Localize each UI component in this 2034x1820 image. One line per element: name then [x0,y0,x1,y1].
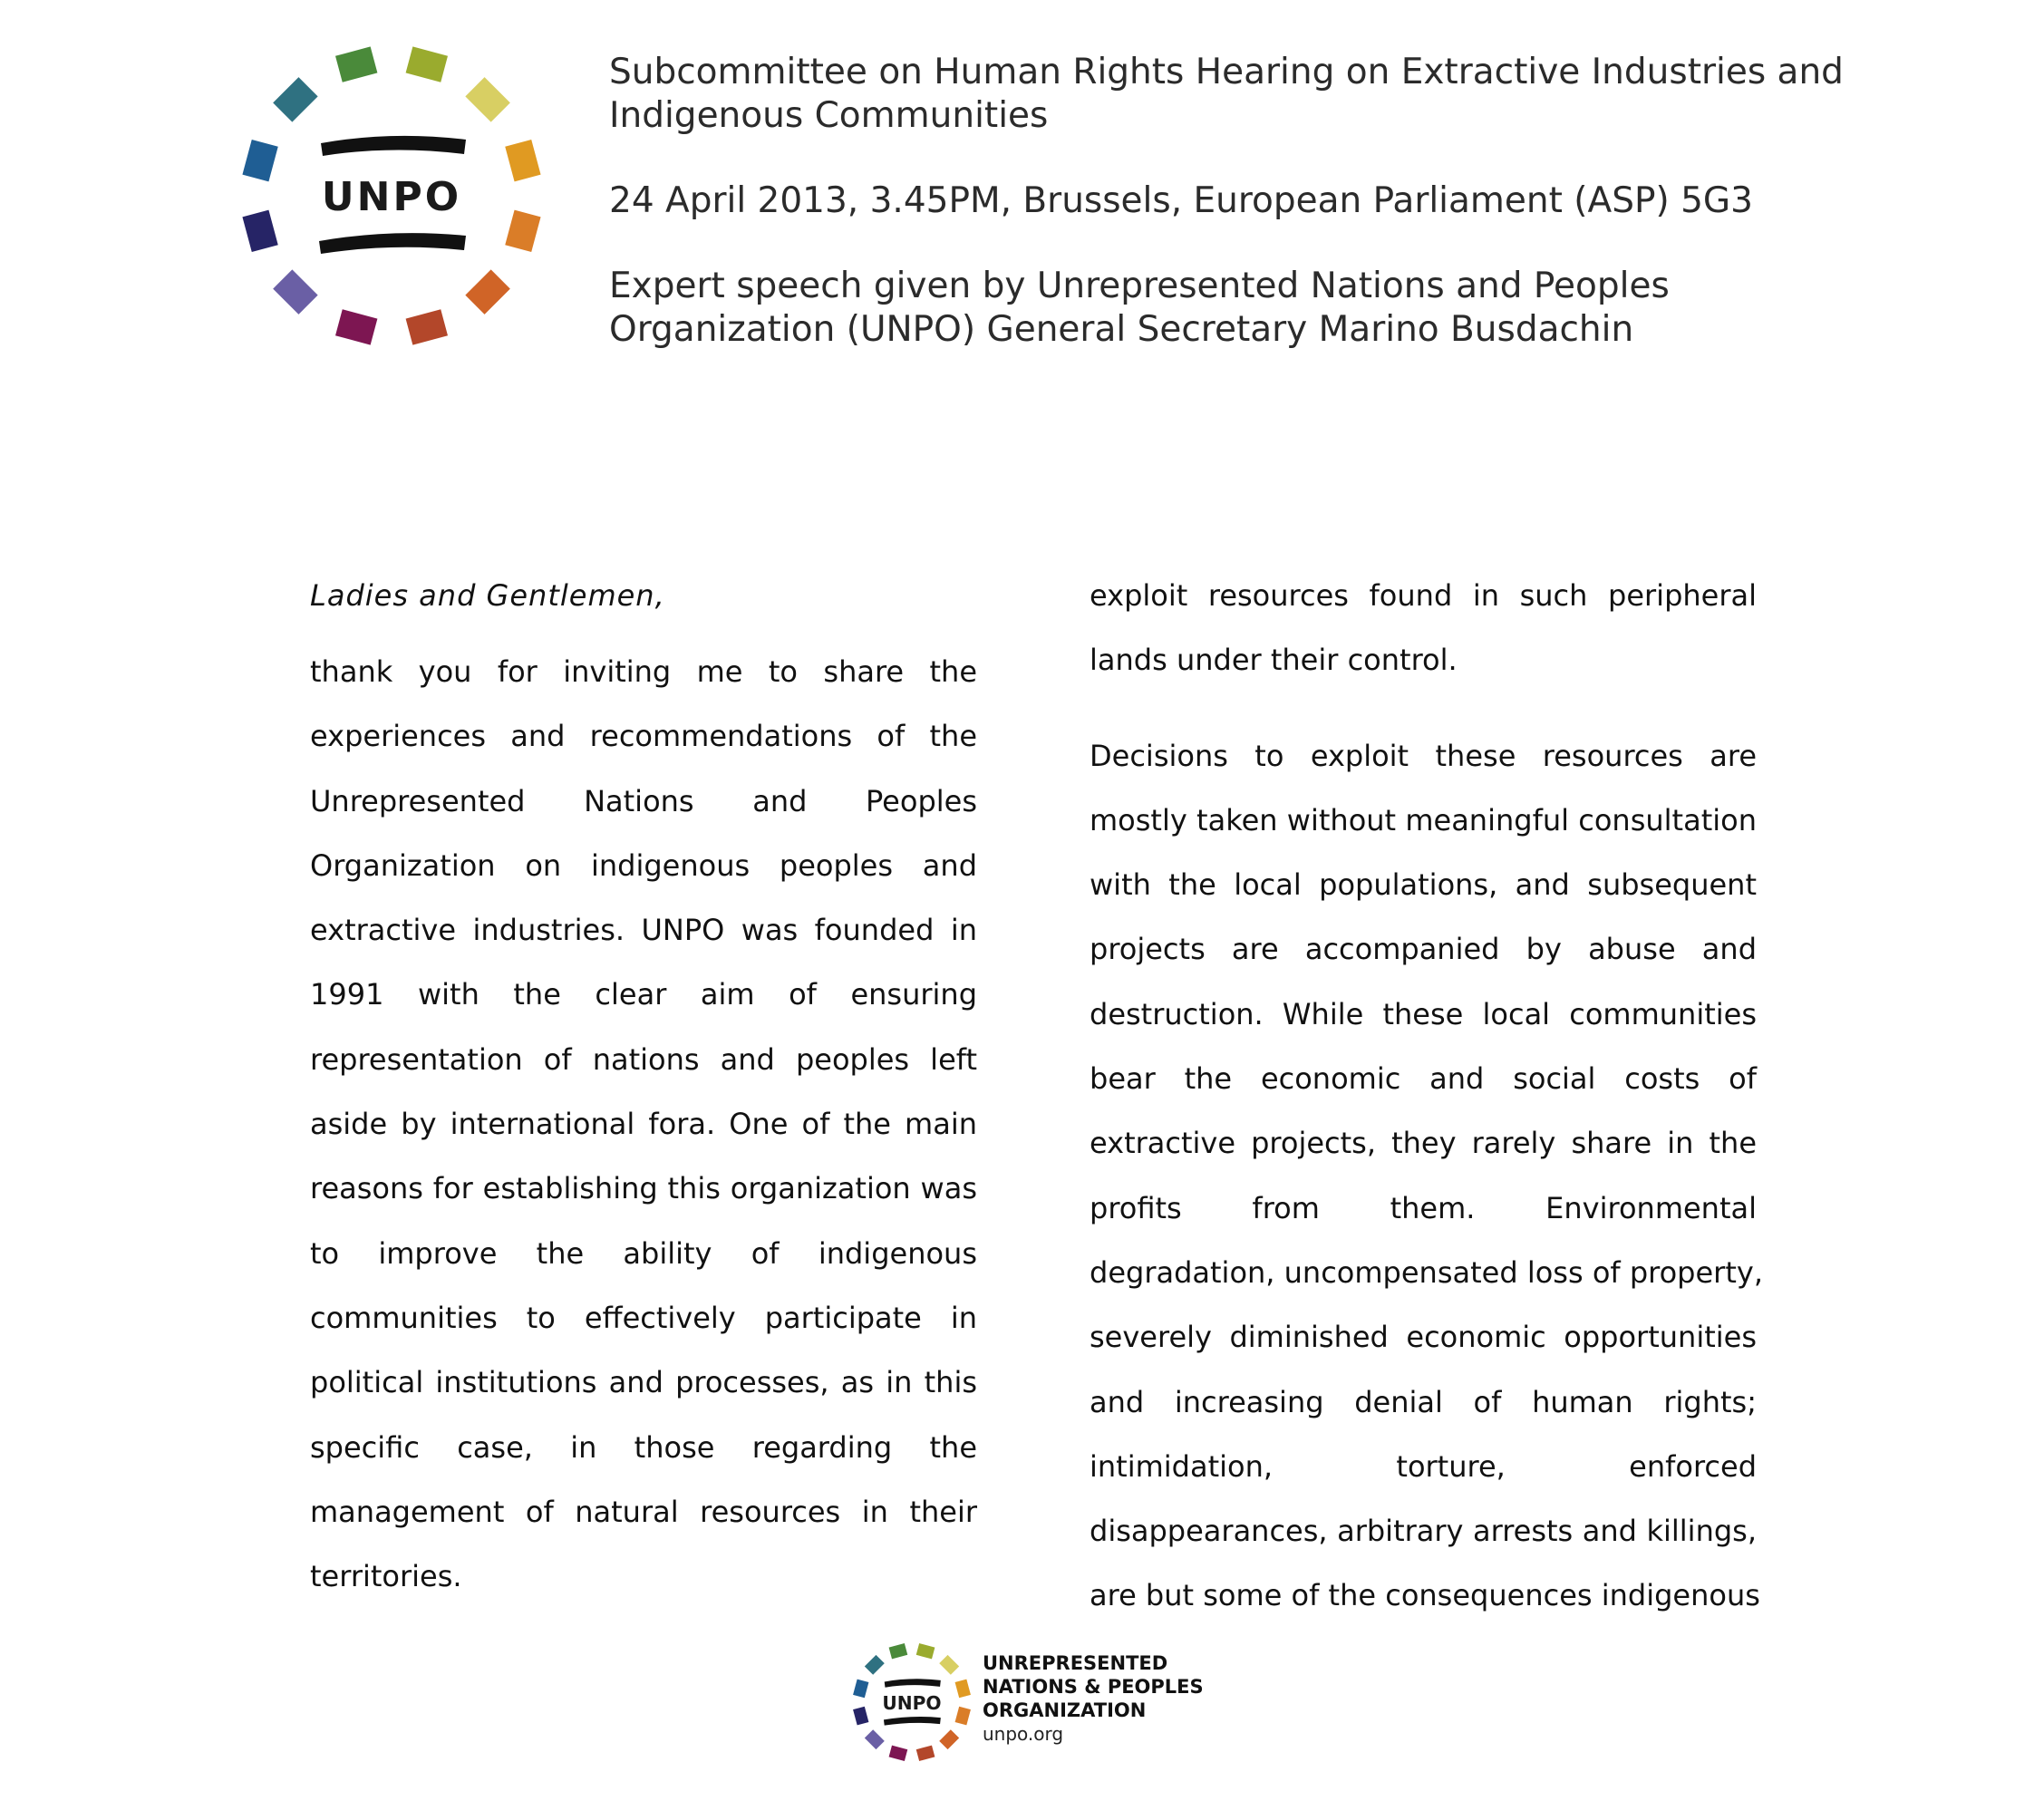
logo-ring-segment [242,210,277,252]
logo-ring-segment [916,1643,935,1659]
logo-ring-segment [889,1746,908,1761]
body-text-line: thank you for inviting me to share the [310,654,977,689]
body-text-line: disappearances, arbitrary arrests and killings, [1090,1514,1757,1549]
body-text-line: are but some of the consequences indigenous [1090,1578,1760,1613]
logo-ring-segment [505,140,540,181]
body-text-line: mostly taken without meaningful consultation [1090,802,1757,837]
body-text-line: Organization on indigenous peoples and [310,847,977,883]
body-text-line: extractive projects, they rarely share in the [1090,1126,1757,1161]
footer-url[interactable]: unpo.org [983,1723,1064,1745]
right-paragraph-1 [1090,566,1757,695]
logo-ring-segment [865,1729,885,1749]
logo-ring-segment [273,269,317,314]
logo-ring-segment [939,1729,959,1749]
logo-ring-segment [955,1680,971,1699]
logo-ring-segment [465,269,509,314]
body-text-line: degradation, uncompensated loss of property, [1090,1254,1763,1290]
logo-ring-segment [939,1655,959,1675]
body-column-right [1090,566,1763,1631]
footer-org-line: UNREPRESENTED [983,1652,1168,1674]
body-text-line: territories. [310,1559,462,1594]
body-text-line: destruction. While these local communities [1090,996,1757,1031]
logo-ring-segment [889,1643,908,1659]
left-paragraph [310,642,977,1611]
body-text-line: specific case, in those regarding the [310,1429,977,1465]
body-text-line: bear the economic and social costs of [1090,1061,1757,1097]
body-text-line: experiences and recommendations of the [310,719,977,754]
body-text-line: representation of nations and peoples left [310,1041,977,1077]
body-text-line: with the local populations, and subsequent [1090,867,1757,903]
footer-logo-top-swoosh [885,1679,941,1687]
logo-ring-segment [865,1655,885,1675]
body-text-line: intimidation, torture, enforced [1090,1448,1757,1484]
body-text-line: projects are accompanied by abuse and [1090,932,1757,967]
hearing-title [609,51,1951,138]
logo-ring-segment [406,46,448,82]
logo-ring-segment [335,46,377,82]
body-text-line: and increasing denial of human rights; [1090,1384,1757,1419]
hearing-title-line: Indigenous Communities [609,95,1049,136]
body-column-left [310,566,977,1611]
footer-unpo-logo [852,1642,972,1762]
body-text-line: Decisions to exploit these resources are [1090,738,1757,773]
logo-ring-segment [335,309,377,344]
speech-subtitle-line: Expert speech given by Unrepresented Nations and Peoples [609,266,1670,306]
salutation: Ladies and Gentlemen, [310,578,665,613]
speech-subtitle-line: Organization (UNPO) General Secretary Marino Busdachin [609,309,1634,350]
logo-ring-segment [853,1707,868,1726]
footer-logo-bottom-swoosh [884,1717,941,1726]
unpo-logo [237,42,546,350]
body-text-line: exploit resources found in such peripheral [1090,578,1757,613]
footer-org-line: ORGANIZATION [983,1699,1147,1721]
document-header [609,51,1951,352]
footer-logo-wordmark: UNPO [882,1691,942,1714]
body-text-line: political institutions and processes, as in this [310,1365,977,1400]
logo-bottom-swoosh [319,233,466,254]
logo-wordmark: UNPO [321,174,462,220]
body-text-line: severely diminished economic opportunities [1090,1320,1757,1355]
logo-ring-segment [853,1680,868,1699]
footer-org-line: NATIONS & PEOPLES [983,1676,1204,1698]
body-text-line: to improve the ability of indigenous [310,1235,977,1271]
speech-subtitle [609,265,1951,352]
hearing-dateline: 24 April 2013, 3.45PM, Brussels, European Parliament (ASP) 5G3 [609,180,1753,221]
body-text-line: management of natural resources in their [310,1494,977,1529]
body-text-line: 1991 with the clear aim of ensuring [310,977,977,1012]
logo-ring-segment [505,210,540,252]
footer-organization [983,1651,1204,1746]
body-text-line: Unrepresented Nations and Peoples [310,783,977,818]
body-text-line: profits from them. Environmental [1090,1190,1757,1225]
logo-ring-segment [273,77,317,121]
right-paragraph-2 [1090,726,1763,1631]
body-text-line: reasons for establishing this organization was [310,1171,977,1206]
body-text-line: extractive industries. UNPO was founded in [310,913,977,948]
logo-ring-segment [916,1746,935,1761]
logo-ring-segment [465,77,509,121]
hearing-title-line: Subcommittee on Human Rights Hearing on Extractive Industries and [609,52,1844,92]
logo-ring-segment [406,309,448,344]
logo-ring-segment [955,1707,971,1726]
logo-ring-segment [242,140,277,181]
body-text-line: communities to effectively participate in [310,1300,977,1335]
body-text-line: aside by international fora. One of the main [310,1107,977,1142]
body-text-line: lands under their control. [1090,643,1458,678]
logo-top-swoosh [321,136,466,156]
